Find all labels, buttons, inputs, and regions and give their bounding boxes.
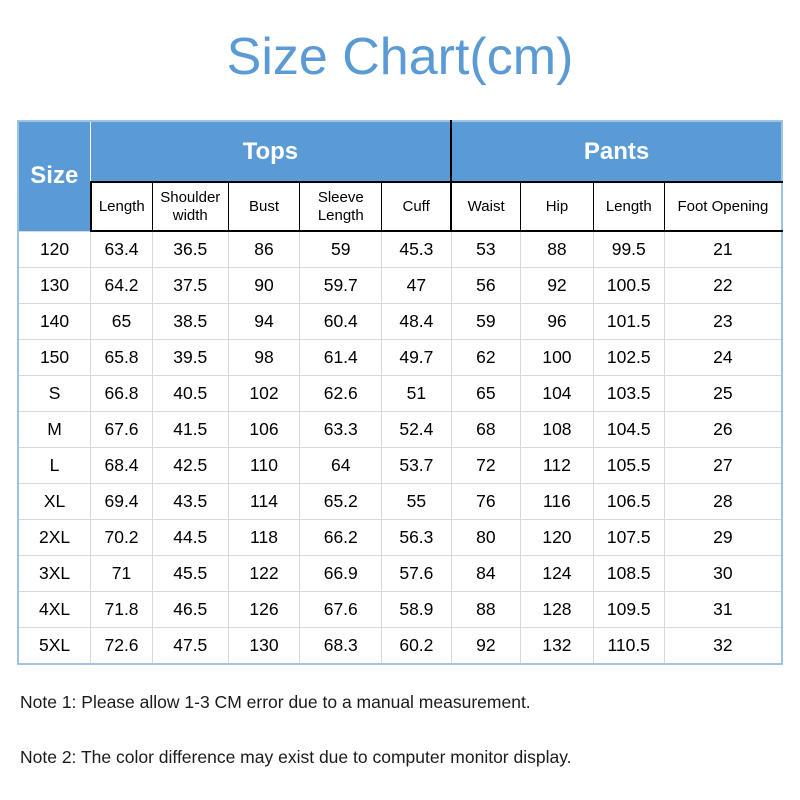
- value-cell: 58.9: [382, 592, 452, 628]
- size-cell: XL: [18, 484, 91, 520]
- value-cell: 98: [228, 340, 300, 376]
- value-cell: 118: [228, 520, 300, 556]
- value-cell: 68.4: [91, 448, 153, 484]
- value-cell: 84: [451, 556, 521, 592]
- value-cell: 130: [228, 628, 300, 665]
- table-row: [18, 304, 782, 340]
- value-cell: 62: [451, 340, 521, 376]
- value-cell: 88: [451, 592, 521, 628]
- value-cell: 99.5: [593, 231, 664, 268]
- value-cell: 65.8: [91, 340, 153, 376]
- value-cell: 126: [228, 592, 300, 628]
- value-cell: 108.5: [593, 556, 664, 592]
- value-cell: 21: [664, 231, 782, 268]
- value-cell: 36.5: [152, 231, 228, 268]
- value-cell: 57.6: [382, 556, 452, 592]
- value-cell: 23: [664, 304, 782, 340]
- column-header-waist: Waist: [451, 182, 521, 231]
- note-2: Note 2: The color difference may exist due to computer monitor display.: [20, 747, 572, 767]
- value-cell: 49.7: [382, 340, 452, 376]
- value-cell: 38.5: [152, 304, 228, 340]
- value-cell: 69.4: [91, 484, 153, 520]
- value-cell: 62.6: [300, 376, 382, 412]
- value-cell: 72: [451, 448, 521, 484]
- size-chart-container: [17, 120, 783, 665]
- value-cell: 64: [300, 448, 382, 484]
- value-cell: 30: [664, 556, 782, 592]
- value-cell: 63.4: [91, 231, 153, 268]
- value-cell: 116: [521, 484, 594, 520]
- value-cell: 68: [451, 412, 521, 448]
- notes-section: [20, 691, 800, 768]
- value-cell: 68.3: [300, 628, 382, 665]
- value-cell: 107.5: [593, 520, 664, 556]
- value-cell: 108: [521, 412, 594, 448]
- value-cell: 59: [451, 304, 521, 340]
- value-cell: 105.5: [593, 448, 664, 484]
- column-header-length: Length: [91, 182, 153, 231]
- size-cell: 120: [18, 231, 91, 268]
- size-chart-table: [17, 120, 783, 665]
- table-row: [18, 448, 782, 484]
- value-cell: 114: [228, 484, 300, 520]
- value-cell: 37.5: [152, 268, 228, 304]
- value-cell: 39.5: [152, 340, 228, 376]
- value-cell: 45.3: [382, 231, 452, 268]
- size-cell: 150: [18, 340, 91, 376]
- value-cell: 71: [91, 556, 153, 592]
- value-cell: 24: [664, 340, 782, 376]
- value-cell: 67.6: [91, 412, 153, 448]
- value-cell: 26: [664, 412, 782, 448]
- value-cell: 80: [451, 520, 521, 556]
- value-cell: 104.5: [593, 412, 664, 448]
- group-header-pants: Pants: [451, 121, 782, 182]
- table-row: [18, 556, 782, 592]
- value-cell: 65.2: [300, 484, 382, 520]
- value-cell: 47: [382, 268, 452, 304]
- value-cell: 41.5: [152, 412, 228, 448]
- value-cell: 66.2: [300, 520, 382, 556]
- value-cell: 92: [521, 268, 594, 304]
- value-cell: 104: [521, 376, 594, 412]
- value-cell: 66.9: [300, 556, 382, 592]
- value-cell: 65: [451, 376, 521, 412]
- value-cell: 47.5: [152, 628, 228, 665]
- column-header-foot-opening: Foot Opening: [664, 182, 782, 231]
- table-row: [18, 268, 782, 304]
- value-cell: 70.2: [91, 520, 153, 556]
- value-cell: 71.8: [91, 592, 153, 628]
- value-cell: 61.4: [300, 340, 382, 376]
- value-cell: 31: [664, 592, 782, 628]
- value-cell: 110: [228, 448, 300, 484]
- table-row: [18, 231, 782, 268]
- size-cell: M: [18, 412, 91, 448]
- value-cell: 102.5: [593, 340, 664, 376]
- value-cell: 60.2: [382, 628, 452, 665]
- value-cell: 25: [664, 376, 782, 412]
- value-cell: 94: [228, 304, 300, 340]
- value-cell: 103.5: [593, 376, 664, 412]
- column-header-bust: Bust: [228, 182, 300, 231]
- value-cell: 55: [382, 484, 452, 520]
- table-row: [18, 592, 782, 628]
- value-cell: 67.6: [300, 592, 382, 628]
- column-header-row: [18, 182, 782, 231]
- value-cell: 128: [521, 592, 594, 628]
- value-cell: 51: [382, 376, 452, 412]
- size-cell: 2XL: [18, 520, 91, 556]
- size-corner-header: Size: [18, 121, 91, 231]
- column-header-cuff: Cuff: [382, 182, 452, 231]
- table-row: [18, 340, 782, 376]
- value-cell: 59.7: [300, 268, 382, 304]
- value-cell: 56.3: [382, 520, 452, 556]
- value-cell: 66.8: [91, 376, 153, 412]
- size-cell: 140: [18, 304, 91, 340]
- size-cell: 3XL: [18, 556, 91, 592]
- value-cell: 88: [521, 231, 594, 268]
- value-cell: 122: [228, 556, 300, 592]
- column-header-pants-length: Length: [593, 182, 664, 231]
- group-header-tops: Tops: [91, 121, 452, 182]
- value-cell: 132: [521, 628, 594, 665]
- column-header-hip: Hip: [521, 182, 594, 231]
- value-cell: 102: [228, 376, 300, 412]
- table-body: [18, 231, 782, 664]
- size-cell: 5XL: [18, 628, 91, 665]
- value-cell: 90: [228, 268, 300, 304]
- value-cell: 56: [451, 268, 521, 304]
- size-cell: S: [18, 376, 91, 412]
- value-cell: 110.5: [593, 628, 664, 665]
- table-row: [18, 520, 782, 556]
- value-cell: 106.5: [593, 484, 664, 520]
- value-cell: 72.6: [91, 628, 153, 665]
- page-title: Size Chart(cm): [226, 28, 574, 86]
- column-header-sleeve-length: Sleeve Length: [300, 182, 382, 231]
- column-header-shoulder-width: Shoulder width: [152, 182, 228, 231]
- value-cell: 27: [664, 448, 782, 484]
- value-cell: 96: [521, 304, 594, 340]
- value-cell: 32: [664, 628, 782, 665]
- value-cell: 46.5: [152, 592, 228, 628]
- value-cell: 112: [521, 448, 594, 484]
- value-cell: 60.4: [300, 304, 382, 340]
- value-cell: 92: [451, 628, 521, 665]
- value-cell: 29: [664, 520, 782, 556]
- size-cell: 4XL: [18, 592, 91, 628]
- group-header-row: [18, 121, 782, 182]
- value-cell: 63.3: [300, 412, 382, 448]
- table-row: [18, 376, 782, 412]
- value-cell: 120: [521, 520, 594, 556]
- value-cell: 65: [91, 304, 153, 340]
- value-cell: 86: [228, 231, 300, 268]
- value-cell: 53.7: [382, 448, 452, 484]
- value-cell: 43.5: [152, 484, 228, 520]
- value-cell: 44.5: [152, 520, 228, 556]
- value-cell: 40.5: [152, 376, 228, 412]
- table-row: [18, 484, 782, 520]
- size-cell: L: [18, 448, 91, 484]
- value-cell: 52.4: [382, 412, 452, 448]
- value-cell: 28: [664, 484, 782, 520]
- value-cell: 22: [664, 268, 782, 304]
- value-cell: 45.5: [152, 556, 228, 592]
- size-cell: 130: [18, 268, 91, 304]
- value-cell: 109.5: [593, 592, 664, 628]
- value-cell: 106: [228, 412, 300, 448]
- note-1: Note 1: Please allow 1-3 CM error due to a manual measurement.: [20, 692, 531, 712]
- value-cell: 53: [451, 231, 521, 268]
- value-cell: 100: [521, 340, 594, 376]
- table-row: [18, 412, 782, 448]
- value-cell: 59: [300, 231, 382, 268]
- value-cell: 48.4: [382, 304, 452, 340]
- value-cell: 124: [521, 556, 594, 592]
- value-cell: 101.5: [593, 304, 664, 340]
- value-cell: 100.5: [593, 268, 664, 304]
- value-cell: 76: [451, 484, 521, 520]
- value-cell: 64.2: [91, 268, 153, 304]
- value-cell: 42.5: [152, 448, 228, 484]
- table-row: [18, 628, 782, 665]
